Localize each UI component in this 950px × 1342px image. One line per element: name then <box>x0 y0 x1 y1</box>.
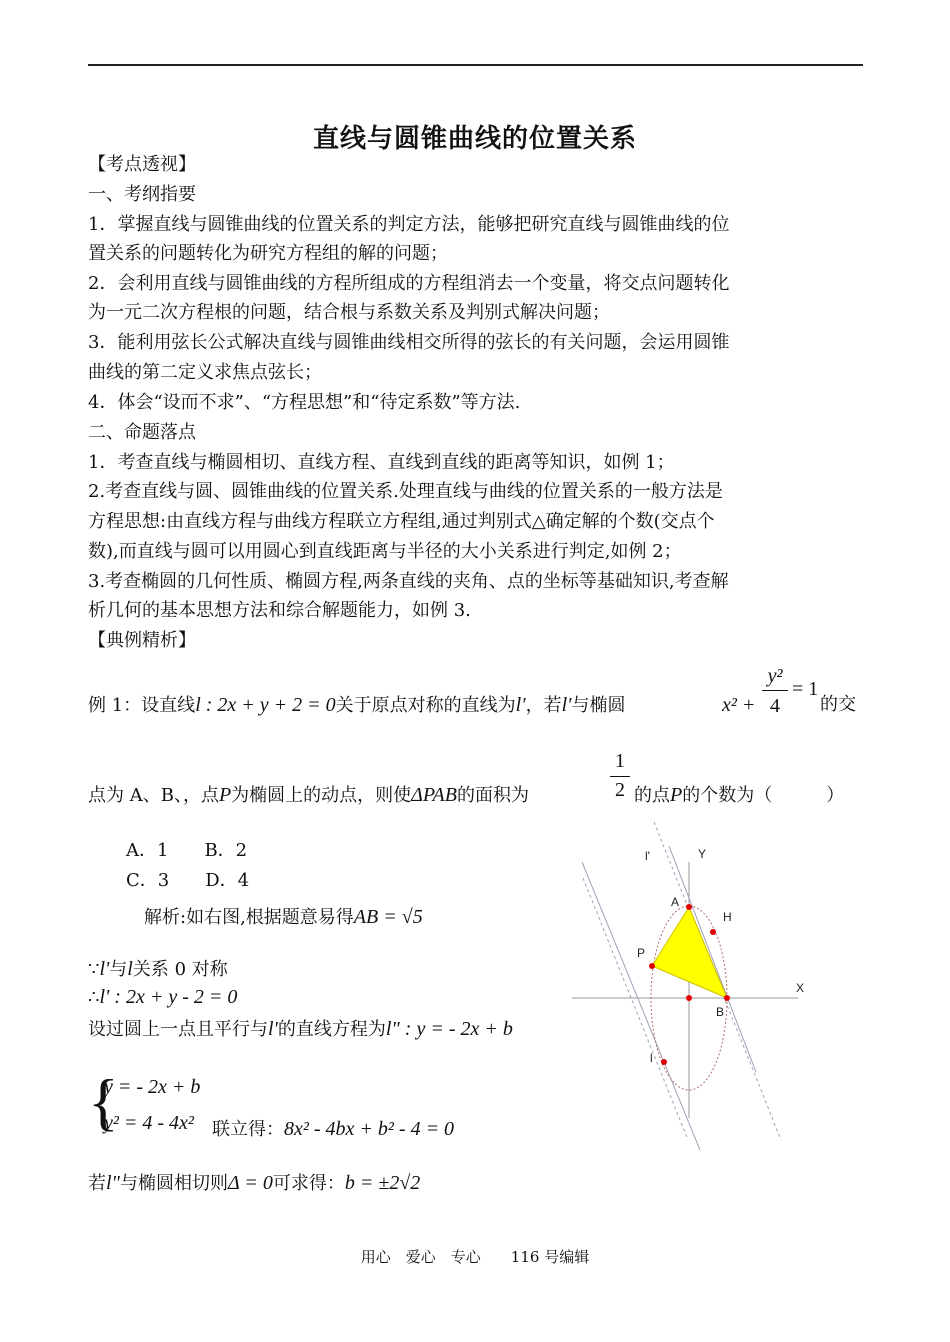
because-symbol: ∵ <box>88 959 100 980</box>
page-title: 直线与圆锥曲线的位置关系 <box>312 124 637 154</box>
combine-text: 联立得： <box>212 1119 284 1140</box>
line-l <box>582 862 700 1150</box>
tangent-line-dashed-2 <box>583 878 688 1140</box>
requirement-1a: 1．掌握直线与圆锥曲线的位置关系的判定方法，能够把研究直线与圆锥曲线的位 <box>88 214 730 235</box>
example-1-line-1 <box>88 694 626 717</box>
requirement-4: 4．体会“设而不求”、“方程思想”和“待定系数”等方法. <box>88 392 521 413</box>
tangent-b: b = ±2√2 <box>344 1172 421 1194</box>
subheading-2: 二、命题落点 <box>88 422 196 443</box>
requirement-2b: 为一元二次方程根的问题，结合根与系数关系及判别式解决问题； <box>88 302 610 323</box>
because-tail: 关系 0 对称 <box>132 959 228 980</box>
because-l1: l' <box>99 958 110 980</box>
label-lprime: l' <box>645 849 650 863</box>
label-A: A <box>671 895 680 909</box>
point-2a: 2.考查直线与圆、圆锥曲线的位置关系.处理直线与曲线的位置关系的一般方法是 <box>88 481 723 502</box>
requirement-3a: 3．能利用弦长公式解决直线与圆锥曲线相交所得的弦长的有关问题，会运用圆锥 <box>88 332 730 353</box>
half-denominator: 2 <box>615 779 625 801</box>
ellipse-numerator: y² <box>767 665 783 687</box>
line-equation: l : 2x + y + 2 = 0 <box>195 694 336 716</box>
combine-line <box>212 1118 454 1141</box>
label-P: P <box>637 946 646 960</box>
symbol-lprime-2: l′ <box>561 694 572 716</box>
tangent-mid2: 可求得： <box>272 1173 345 1194</box>
set-equation: l" : y = - 2x + b <box>385 1018 513 1040</box>
label-H: H <box>723 910 732 924</box>
tangent-l: l" <box>106 1172 120 1194</box>
analysis-line <box>144 906 423 929</box>
header-rule <box>88 64 863 66</box>
ellipse-eq-one: = 1 <box>792 678 819 700</box>
set-l: l' <box>268 1018 278 1040</box>
ellipse-equals <box>792 678 818 701</box>
triangle-PAB: ΔPAB <box>411 784 457 806</box>
set-mid: 的直线方程为 <box>277 1019 386 1040</box>
because-line <box>88 958 228 981</box>
section-kaodian: 【考点透视】 <box>88 154 196 175</box>
point-3a: 3.考查椭圆的几何性质、椭圆方程,两条直线的夹角、点的坐标等基础知识,考查解 <box>88 571 729 592</box>
example-1-line-2 <box>88 784 529 807</box>
ellipse-x2: x² + <box>722 694 756 716</box>
tangent-delta: Δ = 0 <box>227 1172 273 1194</box>
tangent-mid: 与椭圆相切则 <box>119 1173 228 1194</box>
point-B <box>724 995 730 1001</box>
point-3b: 析几何的基本思想方法和综合解题能力，如例 3. <box>88 600 471 621</box>
system-equation-1 <box>104 1076 200 1099</box>
therefore-equation: l' : 2x + y - 2 = 0 <box>99 986 238 1008</box>
analysis-equation: AB = √5 <box>353 906 423 928</box>
label-X: X <box>796 981 805 995</box>
example-1-line2-b: 为椭圆上的动点，则使 <box>231 785 412 806</box>
half-numerator: 1 <box>615 750 625 772</box>
options-row-2: C．3 D．4 <box>126 870 250 891</box>
example-1-tail: 的交 <box>820 694 856 715</box>
tangent-lead: 若 <box>88 1173 106 1194</box>
because-l2: l <box>127 958 133 980</box>
ellipse-figure <box>560 820 820 1150</box>
example-1-line2-d: 的点 <box>634 785 670 806</box>
system-eq-2-text: y² = 4 - 4x² <box>104 1112 194 1134</box>
point-1: 1．考查直线与椭圆相切、直线方程、直线到直线的距离等知识，如例 1； <box>88 452 675 473</box>
example-1-mid3: 与椭圆 <box>571 695 626 716</box>
section-dianli: 【典例精析】 <box>88 630 196 651</box>
example-1-line2-c: 的面积为 <box>456 785 529 806</box>
ellipse-x-term <box>722 694 755 717</box>
system-eq-1-text: y = - 2x + b <box>104 1076 201 1098</box>
options-row-1: A．1 B．2 <box>126 840 248 861</box>
half-fraction <box>610 746 630 803</box>
therefore-line <box>88 986 237 1009</box>
because-mid: 与 <box>109 959 128 980</box>
system-equation-2 <box>104 1112 194 1135</box>
point-H <box>710 929 716 935</box>
example-1-line-2-end <box>634 784 844 807</box>
label-B: B <box>716 1005 725 1019</box>
point-origin <box>686 995 692 1001</box>
ellipse-fraction <box>762 662 788 721</box>
example-1-line2-a: 点为 A、B、，点 <box>88 785 219 806</box>
point-2b: 方程思想:由直线方程与曲线方程联立方程组,通过判别式△确定解的个数(交点个 <box>88 511 715 532</box>
tangent-line <box>88 1172 420 1195</box>
subheading-1: 一、考纲指要 <box>88 184 196 205</box>
example-1-mid2: ，若 <box>525 695 562 716</box>
point-P <box>649 963 655 969</box>
combine-equation: 8x² - 4bx + b² - 4 = 0 <box>284 1118 455 1140</box>
ellipse-denominator: 4 <box>770 695 780 717</box>
label-Y: Y <box>698 847 707 861</box>
example-1-lead: 例 1：设直线 <box>88 695 196 716</box>
point-2c: 数),而直线与圆可以用圆心到直线距离与半径的大小关系进行判定,如例 2； <box>88 541 682 562</box>
set-text: 设过圆上一点且平行与 <box>88 1019 268 1040</box>
requirement-2a: 2．会利用直线与圆锥曲线的方程所组成的方程组消去一个变量，将交点问题转化 <box>88 273 730 294</box>
example-1-line2-e: 的个数为（ ） <box>682 785 845 806</box>
requirement-1b: 置关系的问题转化为研究方程组的解的问题； <box>88 243 448 264</box>
analysis-text: 解析:如右图,根据题意易得 <box>144 907 354 928</box>
symbol-lprime: l′ <box>515 694 526 716</box>
requirement-3b: 曲线的第二定义求焦点弦长； <box>88 362 322 383</box>
page-footer: 用心 爱心 专心 116 号编辑 <box>360 1248 590 1266</box>
set-line <box>88 1018 513 1041</box>
symbol-P: P <box>218 784 232 806</box>
example-1-mid1: 关于原点对称的直线为 <box>335 695 516 716</box>
label-l: l <box>650 1051 653 1065</box>
symbol-P-2: P <box>670 784 683 806</box>
point-A <box>686 904 692 910</box>
system-brace: { <box>88 1066 119 1137</box>
point-I <box>661 1059 667 1065</box>
therefore-symbol: ∴ <box>88 987 100 1008</box>
